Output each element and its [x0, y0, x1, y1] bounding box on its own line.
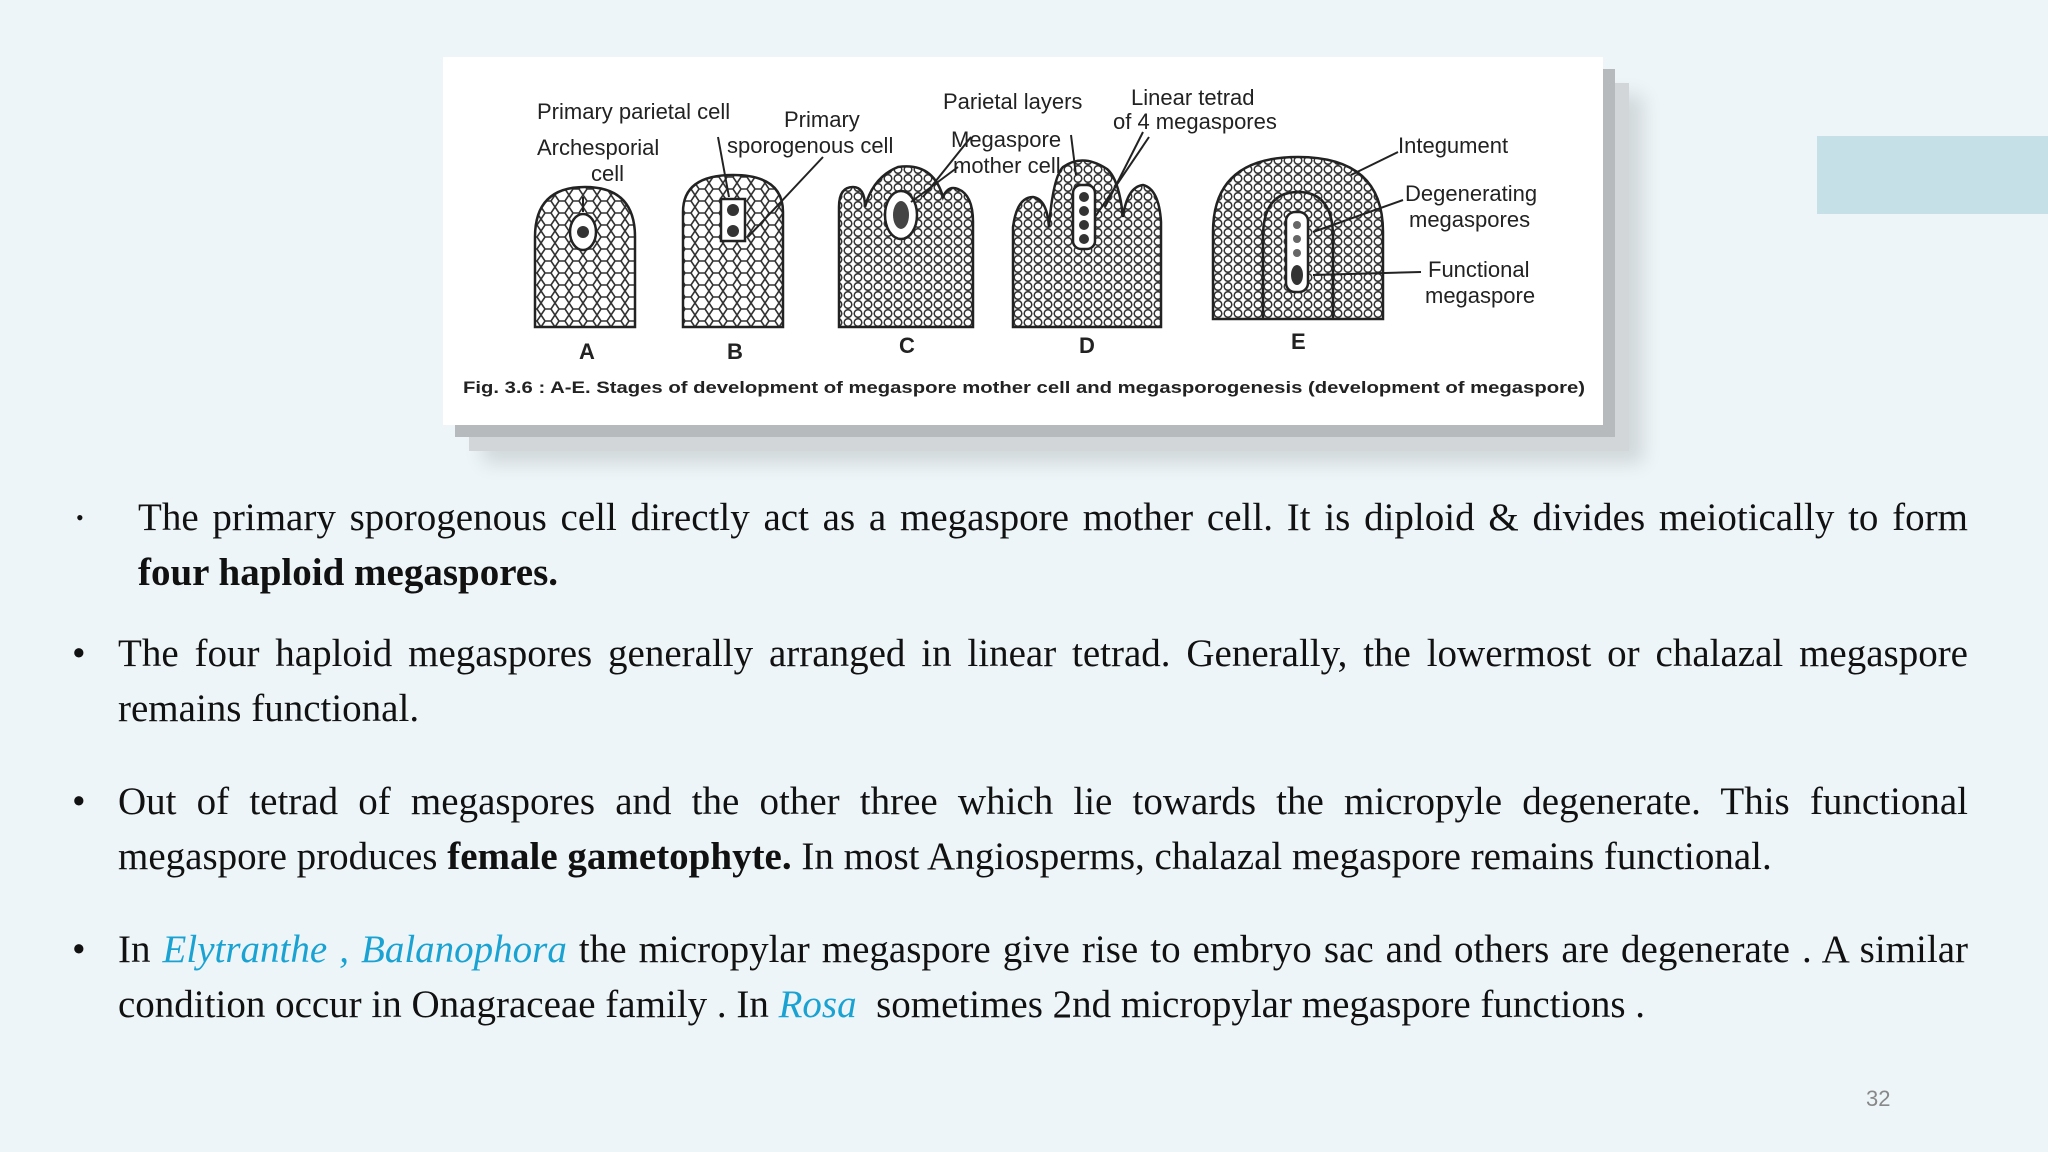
- label-linear-tetrad: Linear tetrad: [1131, 85, 1255, 110]
- stage-letter-c: C: [899, 333, 915, 358]
- bullet-item-1: [72, 490, 1968, 600]
- figure-caption: Fig. 3.6 : A-E. Stages of development of megaspore mother cell and megasporogenesis (development of megaspore): [463, 378, 1585, 397]
- stage-letter-e: E: [1291, 329, 1306, 354]
- label-of-4-megaspores: of 4 megaspores: [1113, 109, 1277, 134]
- label-parietal-layers: Parietal layers: [943, 89, 1083, 114]
- stage-letter-a: A: [579, 339, 595, 364]
- stage-a-drawing: [535, 187, 635, 327]
- label-archesporial: Archesporial: [537, 135, 660, 160]
- bullet-marker: •: [72, 928, 86, 971]
- label-integument: Integument: [1398, 133, 1509, 158]
- bullet-1-bold: four haploid megaspores.: [138, 551, 559, 594]
- label-degenerating-megaspores: megaspores: [1409, 207, 1531, 232]
- genus-rosa: Rosa: [778, 983, 857, 1026]
- label-sporogenous-cell: sporogenous cell: [727, 133, 894, 158]
- bullet-marker: •: [76, 505, 84, 530]
- bullet-marker: •: [72, 632, 86, 675]
- accent-bar: [1817, 136, 2048, 214]
- label-primary-parietal-cell: Primary parietal cell: [537, 99, 731, 124]
- stage-letter-b: B: [727, 339, 743, 364]
- bullet-item-4: [72, 922, 1968, 1032]
- label-megaspore: Megaspore: [951, 127, 1062, 152]
- bullet-item-3: [72, 774, 1968, 884]
- bullet-2-text: The four haploid megaspores generally arranged in linear tetrad. Generally, the lowermost or chalazal megaspore remains functional.: [118, 632, 1968, 730]
- bullet-4-text-a: In: [118, 928, 163, 971]
- label-functional: Functional: [1428, 257, 1530, 282]
- stage-b-drawing: [683, 137, 823, 327]
- label-degenerating: Degenerating: [1405, 181, 1538, 206]
- bullet-3-text: Out of tetrad of megaspores and the other three which lie towards the micropyle degenerate. This functional megaspore produces: [118, 780, 1968, 878]
- megasporogenesis-figure: [443, 57, 1603, 425]
- label-archesporial-cell: cell: [591, 161, 625, 186]
- bullet-3-text-after: In most Angiosperms, chalazal megaspore remains functional.: [791, 835, 1772, 878]
- bullet-item-2: [72, 626, 1968, 736]
- page-number: 32: [1866, 1086, 1891, 1111]
- genus-elytranthe-balanophora: Elytranthe , Balanophora: [162, 928, 567, 971]
- figure-drawing: [443, 57, 1603, 425]
- stage-letter-d: D: [1079, 333, 1095, 358]
- bullet-1-text: The primary sporogenous cell directly act as a megaspore mother cell. It is diploid & divides meiotically to form: [138, 496, 1968, 539]
- bullet-marker: •: [72, 780, 86, 823]
- label-mother-cell: mother cell: [953, 153, 1061, 178]
- stage-e-drawing: [1213, 152, 1421, 319]
- bullet-4-text-c: sometimes 2nd micropylar megaspore functions .: [856, 983, 1646, 1026]
- bullet-4-text-b: the micropylar megaspore give rise to embryo sac and others are degenerate . A similar condition occur in Onagraceae family . In: [118, 928, 1968, 1026]
- bullet-list: [72, 490, 1968, 1032]
- label-primary: Primary: [784, 107, 860, 132]
- bullet-3-bold: female gametophyte.: [447, 835, 792, 878]
- label-functional-megaspore: megaspore: [1425, 283, 1536, 308]
